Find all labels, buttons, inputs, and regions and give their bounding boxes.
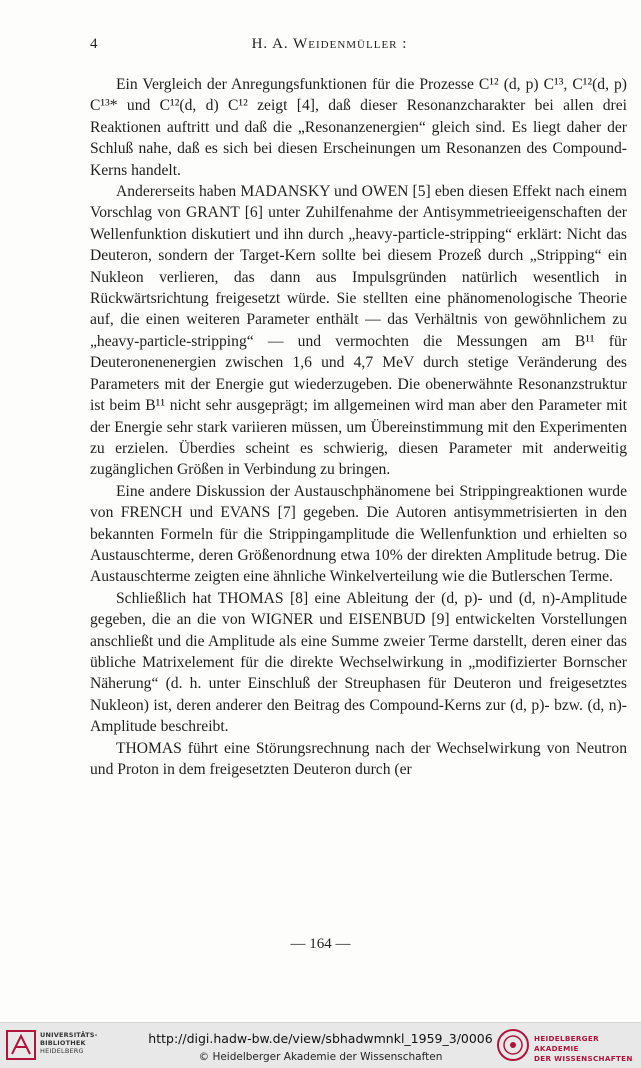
library-name: UNIVERSITÄTS- BIBLIOTHEK HEIDELBERG [40,1031,98,1055]
paragraph: Schließlich hat THOMAS [8] eine Ableitung der (d, p)- und (d, n)-Amplitude gegeben, die an die von WIGNER und EISENBUD [9] entwickelten Vorstellungen anschließt und die Amplitude als eine Summe zweier Terme darstellt, deren einer das übliche Matrixelement für die direkte Wechselwirkung in „modifizierter Bornscher Näherung“ (d. h. unter Einschluß der Streuphasen für Deuteron und freigesetztes Nukleon) ist, deren anderer den Beitrag des Compound-Kerns zur (d, p)- bzw. (d, n)-Amplitude beschreibt. [90,589,627,736]
paragraph: Eine andere Diskussion der Austauschphänomene bei Strippingreaktionen wurde von FRENCH und EVANS [7] gegeben. Die Autoren antisymmetrisierten in den bekannten Formeln für die Strippingamplitude die Wellenfunktion und erhielten so Austauschterme, deren Größenordnung etwa 10% der direkten Amplitude betrug. Die Austauschterme zeigten eine ähnliche Winkelverteilung wie die Butlerschen Terme. [90,482,627,586]
folio: — 164 — [290,936,351,952]
paragraph: Andererseits haben MADANSKY und OWEN [5] eben diesen Effekt nach einem Vorschlag von GRANT [6] unter Zuhilfenahme der Antisymmetrieeigenschaften der Wellenfunktion diskutiert und ihn durch „heavy-particle-stripping“ erklärt: Nicht das Deuteron, sondern der Target-Kern sollte bei diesem Prozeß durch „Stripping“ ein Nukleon verlieren, das dann aus Impulsgründen natürlich wesentlich in Rückwärtsrichtung freigesetzt würde. Sie stellten eine phänomenologische Theorie auf, die einen weiteren Parameter enthält — das Verhältnis von gewöhnlichem zu „heavy-particle-stripping“ — und vermochten die Messungen am B¹¹ für Deuteronenenergien zwischen 1,6 und 4,7 MeV durch stetige Veränderung des Parameters mit der Energie gut wiederzugeben. Die obenerwähnte Resonanzstruktur ist beim B¹¹ nicht sehr ausgeprägt; im allgemeinen wird man aber den Parameter mit der Energie sehr stark variieren müssen, um Übereinstimmung mit den Experimenten zu erzielen. Überdies scheint es schwierig, diesen Parameter mit anderweitig zugänglichen Größen in Verbindung zu bringen. [90,183,627,479]
page-number: 4 [90,36,98,52]
academy-seal-icon [496,1028,530,1062]
running-head: H. A. Weidenmüller : [251,36,408,52]
viewer-footer [0,1022,641,1068]
page-url-link[interactable]: http://digi.hadw-bw.de/view/sbhadwmnkl_1959_3/0006 [148,1031,493,1046]
academy-name: HEIDELBERGER AKADEMIE DER WISSENSCHAFTEN [534,1034,633,1063]
body-text [90,74,627,780]
paragraph: THOMAS führt eine Störungsrechnung nach der Wechselwirkung von Neutron und Proton in dem freigesetzten Deuteron durch (er [90,739,627,778]
paragraph: Ein Vergleich der Anregungsfunktionen für die Prozesse C¹² (d, p) C¹³, C¹²(d, p) C¹³* und C¹²(d, d) C¹² zeigt [4], daß dieser Resonanzcharakter bei allen drei Reaktionen auftritt und daß die „Resonanzenergien“ gleich sind. Es liegt daher der Schluß nahe, daß es sich bei diesen Erscheinungen um Resonanzen des Compound-Kerns handelt. [90,76,627,179]
copyright-notice: © Heidelberger Akademie der Wissenschaften [198,1051,443,1063]
